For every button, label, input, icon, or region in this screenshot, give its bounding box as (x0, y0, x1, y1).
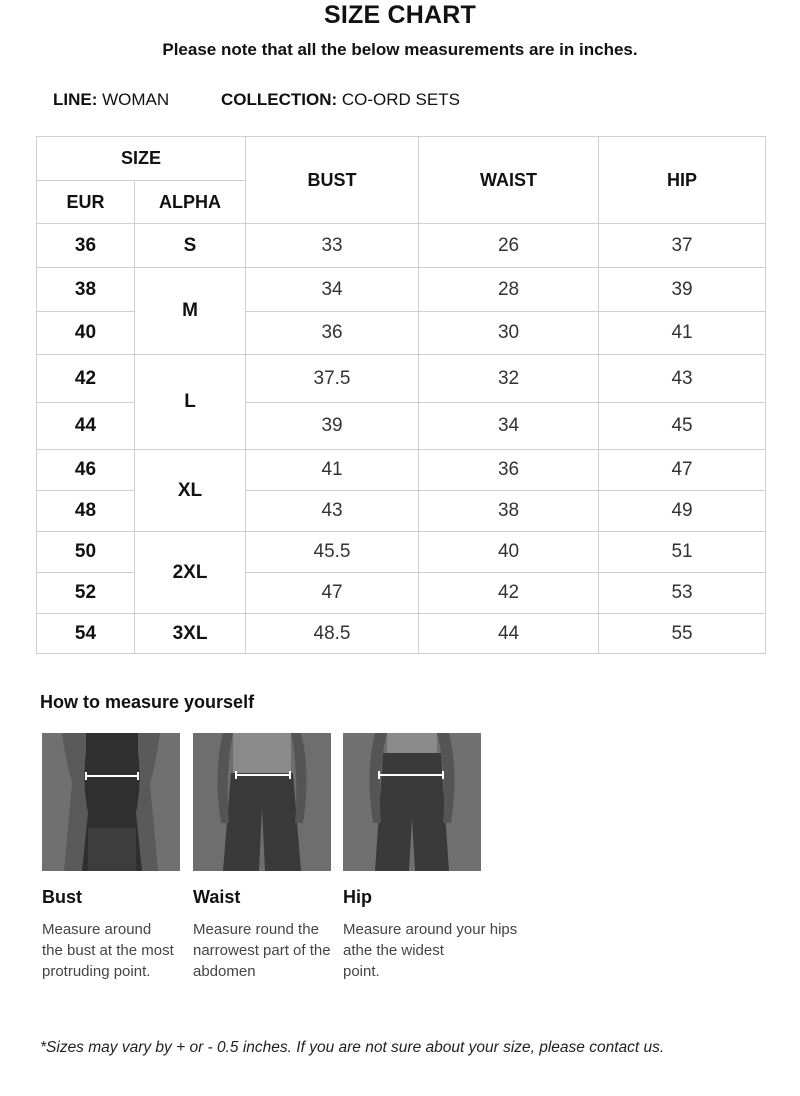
table-row (37, 614, 766, 654)
hip-title: Hip (343, 887, 372, 907)
eur-cell: 54 (37, 614, 135, 654)
bust-cell: 39 (246, 403, 419, 450)
hip-cell: 53 (599, 573, 766, 614)
bust-description (42, 919, 174, 982)
collection-label: COLLECTION: (221, 90, 338, 109)
bust-cell: 47 (246, 573, 419, 614)
table-row (37, 532, 766, 573)
waist-desc-line: narrowest part of the (193, 942, 331, 959)
eur-cell: 52 (37, 573, 135, 614)
alpha-cell: 3XL (135, 614, 246, 654)
bust-cell: 37.5 (246, 355, 419, 403)
hip-cell: 45 (599, 403, 766, 450)
alpha-cell: S (135, 224, 246, 268)
alpha-cell: XL (135, 450, 246, 532)
hip-cell: 39 (599, 268, 766, 312)
waist-cell: 42 (419, 573, 599, 614)
eur-cell: 40 (37, 312, 135, 355)
hip-cell: 37 (599, 224, 766, 268)
hip-desc-line: point. (343, 963, 380, 980)
hip-cell: 51 (599, 532, 766, 573)
eur-cell: 42 (37, 355, 135, 403)
waist-desc-line: Measure round the (193, 921, 319, 938)
alpha-header: ALPHA (135, 181, 246, 224)
table-row (37, 450, 766, 491)
table-row (37, 355, 766, 403)
waist-cell: 40 (419, 532, 599, 573)
alpha-cell: L (135, 355, 246, 450)
waist-title: Waist (193, 887, 241, 907)
hip-cell: 55 (599, 614, 766, 654)
size-chart-table (36, 136, 766, 654)
size-header: SIZE (37, 137, 246, 181)
eur-cell: 46 (37, 450, 135, 491)
bust-cell: 43 (246, 491, 419, 532)
bust-cell: 34 (246, 268, 419, 312)
bust-title: Bust (42, 887, 82, 907)
waist-description (193, 919, 331, 982)
eur-cell: 38 (37, 268, 135, 312)
hip-photo (343, 733, 481, 871)
eur-cell: 36 (37, 224, 135, 268)
collection-value: CO-ORD SETS (341, 90, 460, 109)
page-subtitle: Please note that all the below measurements are in inches. (162, 40, 638, 59)
line-label: LINE: (53, 90, 98, 109)
bust-cell: 48.5 (246, 614, 419, 654)
hip-desc-line: athe the widest (343, 942, 444, 959)
waist-cell: 38 (419, 491, 599, 532)
waist-header: WAIST (419, 137, 599, 224)
waist-photo (193, 733, 331, 871)
hip-header: HIP (599, 137, 766, 224)
footnote: *Sizes may vary by + or - 0.5 inches. If you are not sure about your size, please contact us. (40, 1039, 665, 1056)
alpha-cell: M (135, 268, 246, 355)
bust-cell: 33 (246, 224, 419, 268)
bust-desc-line: Measure around (42, 921, 152, 938)
howto-title: How to measure yourself (40, 692, 255, 712)
eur-cell: 44 (37, 403, 135, 450)
waist-cell: 26 (419, 224, 599, 268)
line-info (53, 89, 169, 111)
eur-cell: 50 (37, 532, 135, 573)
hip-cell: 43 (599, 355, 766, 403)
bust-cell: 36 (246, 312, 419, 355)
line-value: WOMAN (102, 90, 170, 109)
bust-photo (42, 733, 180, 871)
alpha-cell: 2XL (135, 532, 246, 614)
waist-cell: 30 (419, 312, 599, 355)
hip-cell: 41 (599, 312, 766, 355)
bust-header: BUST (246, 137, 419, 224)
waist-cell: 44 (419, 614, 599, 654)
eur-cell: 48 (37, 491, 135, 532)
waist-cell: 34 (419, 403, 599, 450)
eur-header: EUR (37, 181, 135, 224)
table-row (37, 268, 766, 312)
page-title: SIZE CHART (324, 1, 476, 29)
hip-cell: 49 (599, 491, 766, 532)
bust-desc-line: the bust at the most (42, 942, 174, 959)
table-row (37, 224, 766, 268)
waist-desc-line: abdomen (193, 963, 256, 980)
bust-cell: 41 (246, 450, 419, 491)
waist-cell: 36 (419, 450, 599, 491)
waist-cell: 28 (419, 268, 599, 312)
hip-desc-line: Measure around your hips (343, 921, 518, 938)
hip-cell: 47 (599, 450, 766, 491)
collection-info (221, 89, 460, 111)
hip-description (343, 919, 517, 982)
bust-desc-line: protruding point. (42, 963, 151, 980)
waist-cell: 32 (419, 355, 599, 403)
bust-cell: 45.5 (246, 532, 419, 573)
